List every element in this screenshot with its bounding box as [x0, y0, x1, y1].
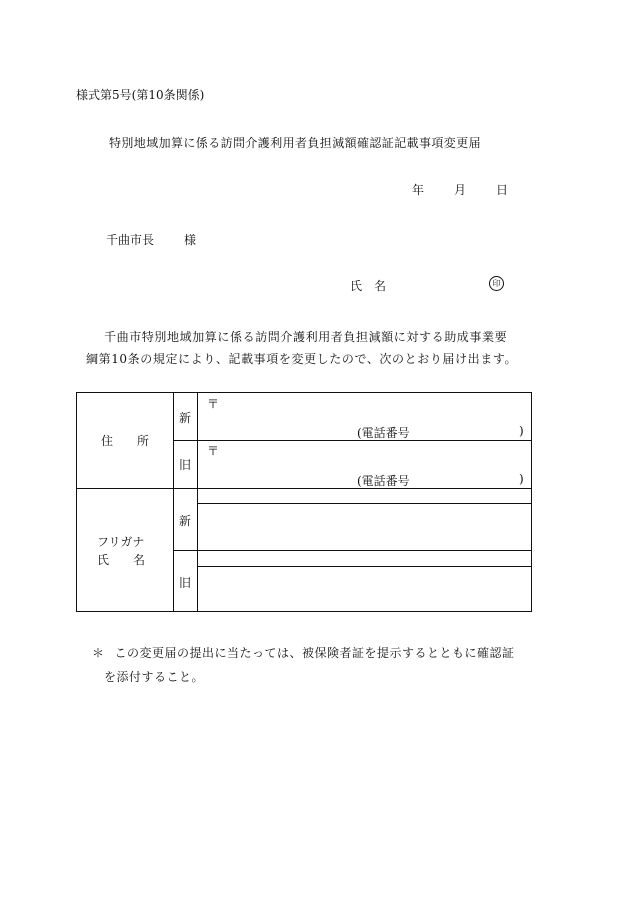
footnote	[92, 641, 515, 689]
date-day: 日	[496, 183, 509, 197]
form-number: 様式第5号(第10条関係)	[76, 88, 205, 102]
address-old-label: 旧	[179, 458, 192, 472]
addressee-name: 千曲市長	[106, 233, 155, 247]
table-line-section	[77, 488, 531, 489]
signature-name-label: 氏 名	[350, 279, 387, 293]
name-label: 氏 名	[97, 553, 146, 567]
date-year: 年	[412, 183, 425, 197]
table-divider-newold-col	[197, 393, 198, 611]
name-new-label: 新	[179, 514, 192, 528]
address-old-postal-mark: 〒	[207, 444, 220, 458]
address-new-postal-mark: 〒	[207, 397, 220, 411]
footnote-bullet: ＊	[92, 646, 105, 660]
table-line-furigana-old	[197, 566, 531, 567]
body-line-1: 千曲市特別地域加算に係る訪問介護利用者負担減額に対する助成事業要	[104, 330, 508, 344]
date-month: 月	[454, 183, 467, 197]
address-new-phone-close: )	[519, 424, 524, 438]
change-form-table	[76, 392, 532, 612]
document-title: 特別地域加算に係る訪問介護利用者負担減額確認証記載事項変更届	[109, 136, 482, 150]
name-old-label: 旧	[179, 576, 192, 590]
address-new-phone-label: (電話番号	[357, 426, 410, 440]
address-label: 住 所	[101, 434, 150, 448]
address-old-phone-label: (電話番号	[357, 474, 410, 488]
address-new-label: 新	[179, 411, 192, 425]
addressee	[106, 231, 196, 248]
date-line	[412, 181, 508, 198]
table-line-address-newold	[173, 440, 531, 441]
footnote-line-1	[92, 641, 515, 665]
body-paragraph	[86, 326, 517, 370]
table-line-furigana-new	[197, 503, 531, 504]
body-line-2: 綱第10条の規定により、記載事項を変更したので、次のとおり届け出ます。	[86, 352, 518, 366]
furigana-label: フリガナ	[97, 535, 145, 549]
table-divider-label-col	[173, 393, 174, 611]
footnote-text-1: この変更届の提出に当たっては、被保険者証を提示するとともに確認証	[114, 646, 515, 660]
table-line-name-newold	[173, 550, 531, 551]
seal-mark: 印	[489, 276, 504, 291]
address-old-phone-close: )	[519, 472, 524, 486]
footnote-line-2: を添付すること。	[104, 670, 205, 684]
addressee-honorific: 様	[184, 233, 197, 247]
